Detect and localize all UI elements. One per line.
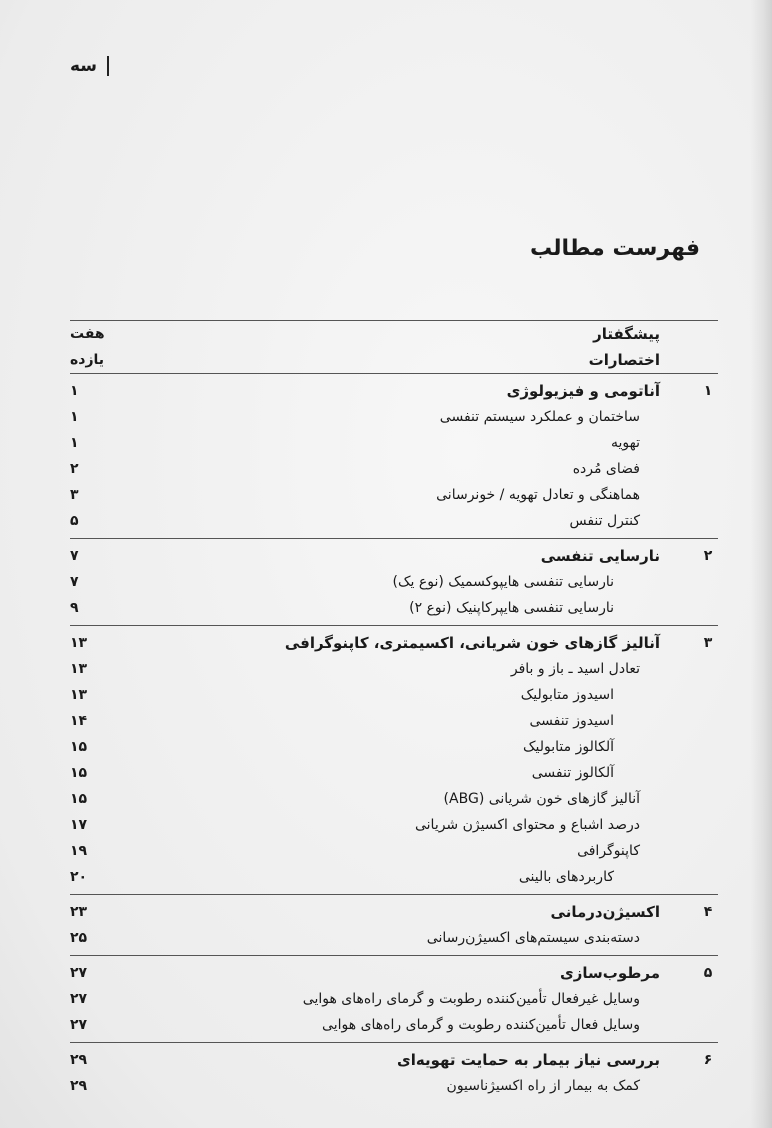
page-number: یازده xyxy=(70,352,105,368)
chapter-title: بررسی نیاز بیمار به حمایت تهویه‌ای xyxy=(396,1051,660,1069)
toc-row xyxy=(70,404,718,430)
toc-row xyxy=(70,430,718,456)
page-number: ۷ xyxy=(70,574,79,590)
entry-label: وسایل غیرفعال تأمین‌کننده رطوبت و گرمای راه‌های هوایی xyxy=(302,991,640,1007)
toc-row xyxy=(70,656,718,682)
page-number: ۷ xyxy=(70,548,79,564)
page-title: فهرست مطالب xyxy=(529,236,700,261)
chapter-group xyxy=(70,538,718,625)
entry-label: نارسایی تنفسی هایپوکسمیک (نوع یک) xyxy=(392,574,614,590)
toc-row xyxy=(70,1073,718,1099)
chapter-heading xyxy=(70,899,718,925)
toc-row xyxy=(70,734,718,760)
page-number: ۱ xyxy=(70,435,79,451)
chapter-heading xyxy=(70,630,718,656)
table-of-contents xyxy=(70,320,718,1103)
page-number: ۱۵ xyxy=(70,791,88,807)
chapter-number: ۱ xyxy=(703,383,713,399)
entry-label: درصد اشباع و محتوای اکسیژن شریانی xyxy=(414,817,640,833)
chapter-title: آناتومی و فیزیولوژی xyxy=(506,382,660,400)
toc-row xyxy=(70,812,718,838)
page-number: ۲۳ xyxy=(70,904,88,920)
toc-row xyxy=(70,786,718,812)
front-matter-label: پیشگفتار xyxy=(593,325,660,343)
page-number: ۵ xyxy=(70,513,79,529)
entry-label: تهویه xyxy=(611,435,640,451)
chapter-group xyxy=(70,625,718,894)
chapter-title: اکسیژن‌درمانی xyxy=(550,903,660,921)
toc-row xyxy=(70,682,718,708)
toc-row xyxy=(70,569,718,595)
entry-label: تعادل اسید ـ باز و بافر xyxy=(510,661,640,677)
page-header xyxy=(70,56,109,76)
page-number: ۲۷ xyxy=(70,965,88,981)
chapter-group xyxy=(70,1042,718,1103)
toc-row xyxy=(70,1012,718,1038)
chapter-group xyxy=(70,894,718,955)
entry-label: آلکالوز تنفسی xyxy=(531,765,614,781)
chapter-title: مرطوب‌سازی xyxy=(560,964,660,982)
entry-label: فضای مُرده xyxy=(572,461,640,477)
toc-row xyxy=(70,456,718,482)
entry-label: آلکالوز متابولیک xyxy=(523,739,614,755)
chapter-number: ۲ xyxy=(703,548,713,564)
toc-row xyxy=(70,760,718,786)
chapter-number: ۵ xyxy=(703,965,713,981)
front-matter-group xyxy=(70,320,718,373)
entry-label: اسیدوز تنفسی xyxy=(529,713,614,729)
page-number: ۲۷ xyxy=(70,991,88,1007)
page-number: ۱ xyxy=(70,383,79,399)
entry-label: آنالیز گازهای خون شریانی (ABG) xyxy=(443,791,640,807)
entry-label: نارسایی تنفسی هایپرکاپنیک (نوع ۲) xyxy=(409,600,614,616)
chapter-group xyxy=(70,955,718,1042)
chapter-number: ۳ xyxy=(703,635,713,651)
toc-row xyxy=(70,986,718,1012)
front-matter-label: اختصارات xyxy=(588,351,660,369)
page-number: ۲۹ xyxy=(70,1078,88,1094)
entry-label: کاربردهای بالینی xyxy=(518,869,614,885)
chapter-group xyxy=(70,373,718,538)
entry-label: کنترل تنفس xyxy=(569,513,640,529)
page-number: ۳ xyxy=(70,487,79,503)
toc-row xyxy=(70,595,718,621)
page-number: ۱ xyxy=(70,409,79,425)
page-number: ۲ xyxy=(70,461,79,477)
header-divider xyxy=(107,56,109,76)
toc-row xyxy=(70,708,718,734)
entry-label: کاپنوگرافی xyxy=(577,843,640,859)
chapter-number: ۴ xyxy=(703,904,713,920)
toc-row xyxy=(70,482,718,508)
page-number: ۲۵ xyxy=(70,930,88,946)
chapter-heading xyxy=(70,378,718,404)
entry-label: کمک به بیمار از راه اکسیژناسیون xyxy=(446,1078,640,1094)
chapter-heading xyxy=(70,543,718,569)
chapter-title: نارسایی تنفسی xyxy=(540,547,660,565)
page-number: ۲۰ xyxy=(70,869,88,885)
entry-label: اسیدوز متابولیک xyxy=(520,687,614,703)
toc-row xyxy=(70,838,718,864)
page-number: ۲۹ xyxy=(70,1052,88,1068)
chapter-heading xyxy=(70,1047,718,1073)
chapter-number: ۶ xyxy=(703,1052,713,1068)
page-number: ۱۷ xyxy=(70,817,88,833)
chapter-title: آنالیز گازهای خون شریانی، اکسیمتری، کاپنوگرافی xyxy=(284,634,660,652)
page-number: هفت xyxy=(70,326,105,342)
page-number: ۱۹ xyxy=(70,843,88,859)
page-spine-shadow xyxy=(750,0,772,1128)
page-number: ۱۳ xyxy=(70,635,88,651)
page-number: ۹ xyxy=(70,600,79,616)
page-number: ۱۴ xyxy=(70,713,88,729)
page-number: ۱۳ xyxy=(70,687,88,703)
toc-row xyxy=(70,864,718,890)
entry-label: دسته‌بندی سیستم‌های اکسیژن‌رسانی xyxy=(426,930,640,946)
page-number: ۲۷ xyxy=(70,1017,88,1033)
toc-row xyxy=(70,347,718,373)
entry-label: ساختمان و عملکرد سیستم تنفسی xyxy=(439,409,640,425)
entry-label: وسایل فعال تأمین‌کننده رطوبت و گرمای راه‌های هوایی xyxy=(322,1017,640,1033)
page-number: ۱۳ xyxy=(70,661,88,677)
page-label: سه xyxy=(70,56,98,76)
toc-row xyxy=(70,508,718,534)
page-number: ۱۵ xyxy=(70,739,88,755)
toc-row xyxy=(70,925,718,951)
page-number: ۱۵ xyxy=(70,765,88,781)
toc-row xyxy=(70,321,718,347)
entry-label: هماهنگی و تعادل تهویه / خونرسانی xyxy=(436,487,640,503)
chapter-heading xyxy=(70,960,718,986)
